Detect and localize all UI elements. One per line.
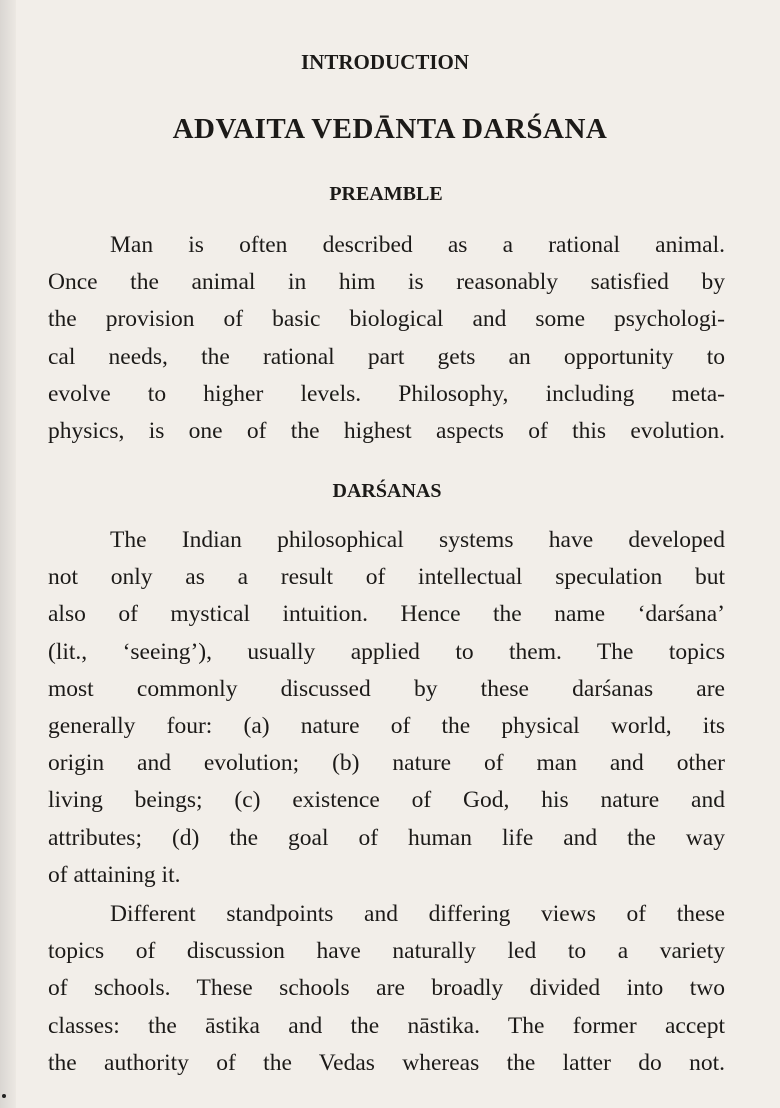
page-edge <box>0 0 16 1108</box>
section-heading-darsanas: DARŚANAS <box>332 480 442 502</box>
text-line: the provision of basic biological and some psychologi- <box>48 306 725 333</box>
text-line: classes: the āstika and the nāstika. The former accept <box>48 1012 725 1039</box>
text-line: Man is often described as a rational animal. <box>110 232 725 258</box>
text-line: most commonly discussed by these darśanas are <box>48 675 725 702</box>
text-line: Once the animal in him is reasonably satisfied by <box>48 269 725 296</box>
text-line: evolve to higher levels. Philosophy, including meta- <box>48 380 725 407</box>
text-line: Different standpoints and differing views of these <box>110 901 725 927</box>
text-line: living beings; (c) existence of God, his nature and <box>48 787 725 814</box>
text-line: topics of discussion have naturally led to a variety <box>48 938 725 965</box>
section-heading-preamble: PREAMBLE <box>329 183 443 205</box>
text-line: of attaining it. <box>48 861 181 888</box>
chapter-heading: INTRODUCTION <box>300 50 470 74</box>
text-line: (lit., ‘seeing’), usually applied to them. The topics <box>48 638 725 665</box>
text-line: attributes; (d) the goal of human life and the way <box>48 824 725 851</box>
text-line: of schools. These schools are broadly divided into two <box>48 975 725 1002</box>
scan-speck <box>2 1094 6 1098</box>
text-line: not only as a result of intellectual speculation but <box>48 564 725 591</box>
text-line: The Indian philosophical systems have developed <box>110 527 725 553</box>
text-line: physics, is one of the highest aspects of this evolution. <box>48 418 725 444</box>
text-line: also of mystical intuition. Hence the name ‘darśana’ <box>48 601 725 628</box>
text-line: cal needs, the rational part gets an opportunity to <box>48 343 725 370</box>
page-title: ADVAITA VEDĀNTA DARŚANA <box>172 113 608 145</box>
text-line: generally four: (a) nature of the physical world, its <box>48 713 725 739</box>
text-line: origin and evolution; (b) nature of man and other <box>48 750 725 777</box>
text-line: the authority of the Vedas whereas the latter do not. <box>48 1049 725 1076</box>
